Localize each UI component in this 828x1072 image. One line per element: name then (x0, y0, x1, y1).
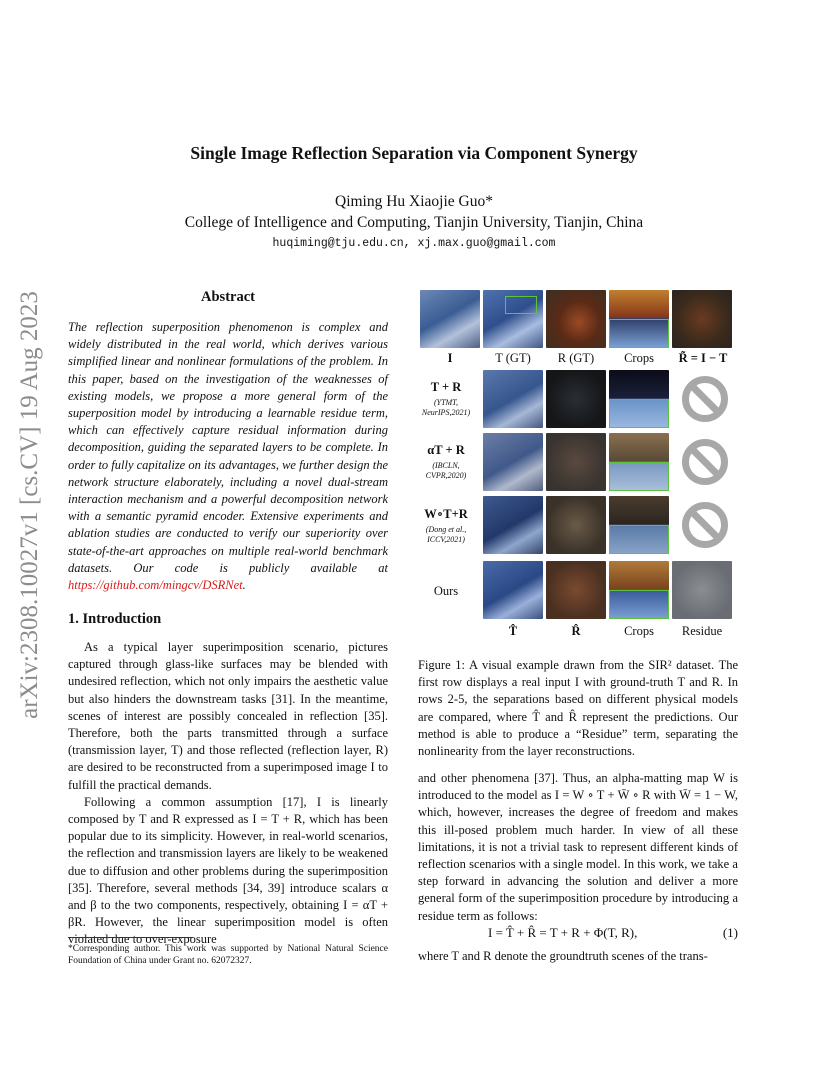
col-header-residual: R̃ = I − T (678, 351, 728, 365)
image-transmission-gt (483, 290, 543, 348)
figure-1 (418, 288, 736, 640)
not-applicable-icon (682, 502, 728, 548)
image-ytmt-t (483, 370, 543, 428)
after-equation-line: where T and R denote the groundtruth scenes of the trans- (418, 949, 708, 963)
image-reflection-gt (546, 290, 606, 348)
crop-box (609, 319, 669, 348)
code-link[interactable]: https://github.com/mingcv/DSRNet (68, 578, 243, 593)
col-header-input: I (447, 351, 453, 365)
intro-paragraph-2: Following a common assumption [17], I is linearly composed by T and R expressed as I = T + R, which has been popular due to its simplicity. However, in real-world scenarios, the reflection and transmission layers are likely to be weakened due to diffusion and other problems during the superimposition [35]. Therefore, several methods [34, 39] introduce scalars α and β to the two components, respectively, obtaining I = αT + βR. However, the linear superimposition model is often violated due to over-exposure (68, 794, 388, 947)
bottom-header-that: T̂ (508, 624, 518, 638)
bottom-header-residue: Residue (681, 624, 723, 638)
equation-number: (1) (722, 925, 738, 940)
footnote-rule (68, 937, 193, 938)
image-dong-r (546, 496, 606, 554)
model-formula: Ours (433, 584, 459, 598)
not-applicable-icon (682, 376, 728, 422)
not-applicable-icon (682, 439, 728, 485)
affiliation: College of Intelligence and Computing, Tianjin University, Tianjin, China (184, 214, 644, 231)
method-ref: (IBCLN, CVPR,2020) (425, 461, 467, 480)
author-list: Qiming Hu Xiaojie Guo* (335, 193, 493, 210)
col-header-tgt: T (GT) (495, 351, 531, 365)
after-equation-text (418, 948, 738, 965)
image-ours-r (546, 561, 606, 619)
arxiv-stamp-text: arXiv:2308.10027v1 [cs.CV] 19 Aug 2023 (16, 291, 43, 719)
abstract-heading: Abstract (201, 289, 255, 305)
right-column-text (418, 770, 738, 925)
image-ytmt-crops (609, 370, 669, 428)
bottom-header-rhat: R̂ (571, 624, 581, 638)
method-ref: (Dong et al., ICCV,2021) (425, 525, 467, 544)
method-label-dong (418, 506, 474, 545)
crop-box (609, 399, 669, 428)
intro-paragraph-1: As a typical layer superimposition scenario, pictures captured through glass-like surfaces may be blended with undesired reflection, which not only impairs the aesthetic value but also hinders the downstream tasks [31]. In the meantime, scenes of interest are possibly concealed in reflection [35]. Therefore, both the parts transmitted through a surface (transmission layer, T) and those reflected (reflection layer, R) are desired to be reconstructed from a superimposed image I to fulfill the practical demands. (68, 640, 388, 792)
model-formula: W∘T+R (424, 507, 468, 521)
method-label-ibcln (418, 443, 474, 481)
author-emails: huqiming@tju.edu.cn, xj.max.guo@gmail.com (272, 237, 556, 250)
abstract-text (68, 319, 388, 594)
arxiv-stamp (12, 280, 48, 730)
image-residual-diff (672, 290, 732, 348)
intro-column (68, 639, 388, 949)
image-ibcln-r (546, 433, 606, 491)
image-dong-crops (609, 496, 669, 554)
figure-caption: Figure 1: A visual example drawn from the SIR² dataset. The first row displays a real input I with ground-truth T and R. In rows 2-5, the separations based on different physical models are compared, where T̂ and R̂ represent the predictions. Our method is able to produce a “Residue” term, separating the nonlinearity from the layer reconstructions. (418, 658, 738, 759)
image-ibcln-crops (609, 433, 669, 491)
crop-box (505, 296, 537, 314)
image-ours-crops (609, 561, 669, 619)
footnote: *Corresponding author. This work was supported by National Natural Science Foundation of China under Grant no. 62072327. (68, 944, 388, 966)
abstract-end: . (242, 578, 246, 593)
method-ref: (YTMT, NeurIPS,2021) (421, 398, 471, 417)
method-label-ours (418, 584, 474, 599)
image-ours-t (483, 561, 543, 619)
image-ours-residue (672, 561, 732, 619)
method-label-ytmt (418, 380, 474, 418)
crop-box (609, 462, 669, 491)
bottom-header-crops: Crops (624, 624, 654, 638)
image-crops (609, 290, 669, 348)
crop-box (609, 590, 669, 619)
image-ytmt-r (546, 370, 606, 428)
model-formula: αT + R (427, 443, 465, 457)
crop-box (609, 525, 669, 554)
image-dong-t (483, 496, 543, 554)
right-paragraph: and other phenomena [37]. Thus, an alpha-matting map W is introduced to the model as I = W ∘ T + W̄ ∘ R with W̄ = 1 − W, which, however, increases the degree of freedom and makes this ill-posed problem much harder. In view of all these limitations, it is not a trivial task to represent different kinds of reflection scenarios with a single model. In this work, we take a step forward in advancing the solution and deliver a more general form of the superimposition procedure by introducing a residue term as follows: (418, 771, 738, 923)
image-ibcln-t (483, 433, 543, 491)
intro-heading: 1. Introduction (68, 611, 162, 627)
equation-body: I = T̂ + R̂ = T + R + Φ(T, R), (488, 925, 638, 940)
abstract-body: The reflection superposition phenomenon is complex and widely distributed in the real world, which derives various simplified linear and nonlinear formulations of the problem. In this paper, based on the investigation of the weaknesses of existing models, we propose a more general form of the superposition model by introducing a learnable residue term, which can effectively capture residual information during decomposition, guiding the separated layers to be complete. In order to fully capitalize on its advantages, we further design the network structure elaborately, including a novel dual-stream interaction mechanism and a powerful decomposition network with a semantic pyramid encoder. Extensive experiments and ablation studies are conducted to verify our superiority over state-of-the-art approaches on multiple real-world benchmark datasets. Our code is publicly available at (68, 320, 388, 575)
col-header-crops: Crops (624, 351, 654, 365)
paper-title: Single Image Reflection Separation via Component Synergy (190, 143, 638, 163)
col-header-rgt: R (GT) (557, 351, 595, 365)
model-formula: T + R (430, 380, 462, 394)
image-input (420, 290, 480, 348)
